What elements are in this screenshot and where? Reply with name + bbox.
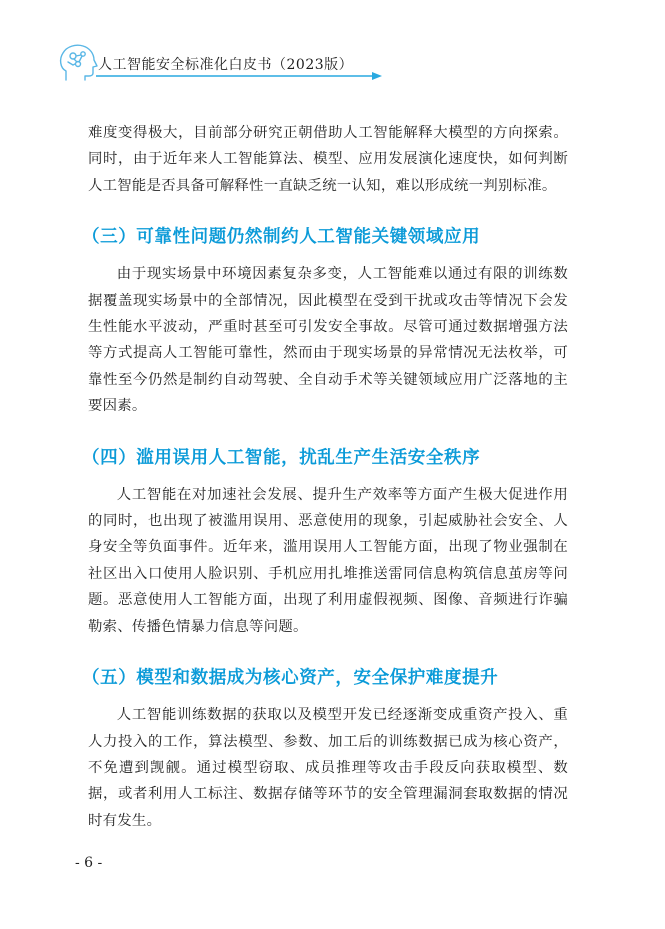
paragraph-continued: 难度变得极大，目前部分研究正朝借助人工智能解释大模型的方向探索。同时，由于近年来人工智能算法、模型、应用发展演化速度快，如何判断人工智能是否具备可解释性一直缺乏统一认知，难以形成统一判别标准。 (88, 125, 568, 194)
page-header (56, 40, 354, 86)
section-heading-3: （三）可靠性问题仍然制约人工智能关键领域应用 (82, 227, 481, 248)
paragraph-reliability: 由于现实场景中环境因素复杂多变，人工智能难以通过有限的训练数据覆盖现实场景中的全部情况，因此模型在受到干扰或攻击等情况下会发生性能水平波动，严重时甚至可引发安全事故。尽管可通过数据增强方法等方式提高人工智能可靠性，然而由于现实场景的异常情况无法枚举，可靠性至今仍然是制约自动驾驶、全自动手术等关键领域应用广泛落地的主要因素。 (88, 266, 568, 415)
ai-head-icon (56, 40, 100, 84)
document-title: 人工智能安全标准化白皮书（2023版） (98, 57, 354, 73)
section-heading-5: （五）模型和数据成为核心资产，安全保护难度提升 (82, 668, 499, 689)
page-body (82, 120, 568, 834)
page-number: - 6 - (75, 855, 103, 871)
paragraph-assets: 人工智能训练数据的获取以及模型开发已经逐渐变成重资产投入、重人力投入的工作，算法模型、参数、加工后的训练数据已成为核心资产，不免遭到觊觎。通过模型窃取、成员推理等攻击手段反向获取模型、数据，或者利用人工标注、数据存储等环节的安全管理漏洞套取数据的情况时有发生。 (88, 707, 568, 829)
paragraph-misuse: 人工智能在对加速社会发展、提升生产效率等方面产生极大促进作用的同时，也出现了被滥用误用、恶意使用的现象，引起威胁社会安全、人身安全等负面事件。近年来，滥用误用人工智能方面，出现了物业强制在社区出入口使用人脸识别、手机应用扎堆推送雷同信息构筑信息茧房等问题。恶意使用人工智能方面，出现了利用虚假视频、图像、音频进行诈骗勒索、传播色情暴力信息等问题。 (88, 486, 568, 635)
section-heading-4: （四）滥用误用人工智能，扰乱生产生活安全秩序 (82, 447, 481, 468)
header-arrow-rule (96, 72, 382, 80)
